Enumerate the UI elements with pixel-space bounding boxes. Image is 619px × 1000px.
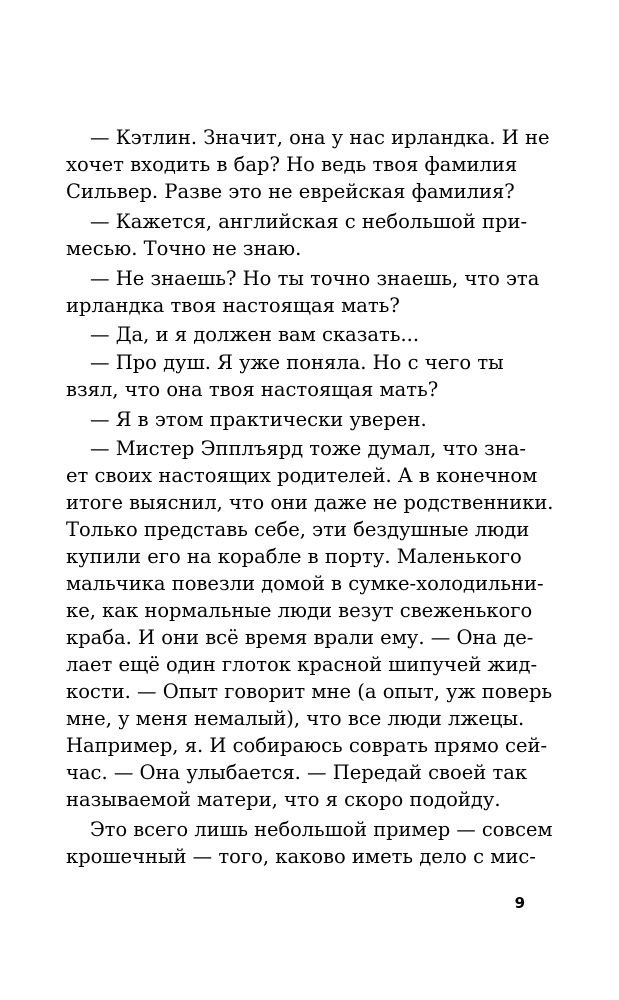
text-line: — Про душ. Я уже поняла. Но с чего ты [90,351,504,374]
text-line: — Мистер Эпплъярд тоже думал, что зна- [90,437,527,460]
text-line: взял, что она твоя настоящая мать? [66,378,439,401]
text-line: Только представь себе, эти бездушные люди [66,518,530,541]
text-line: ет своих настоящих родителей. А в конечном [66,464,538,487]
text-line: итоге выяснил, что они даже не родственники. [66,491,554,514]
text-line: купили его на корабле в порту. Маленького [66,545,522,568]
text-line: лает ещё один глоток красной шипучей жид- [66,653,538,676]
text-line: — Кэтлин. Значит, она у нас ирландка. И не [90,126,550,149]
text-line: называемой матери, что я скоро подойду. [66,788,501,811]
text-line: ке, как нормальные люди везут свеженького [66,599,533,622]
text-line: Сильвер. Разве это не еврейская фамилия? [66,180,515,203]
text-line: мальчика повезли домой в сумке-холодильни- [66,572,544,595]
text-line: час. — Она улыбается. — Передай своей так [66,761,528,784]
text-line: — Я в этом практически уверен. [90,408,427,431]
text-line: хочет входить в бар? Но ведь твоя фамилия [66,153,518,176]
text-line: Например, я. И собираюсь соврать прямо сей- [66,734,548,757]
text-line: — Не знаешь? Но ты точно знаешь, что эта [90,267,540,290]
text-line: краба. И они всё время врали ему. — Она де- [66,626,534,649]
page-number: 9 [514,894,525,912]
text-line: Это всего лишь небольшой пример — совсем [90,818,553,841]
text-line: мне, у меня немалый), что все люди лжецы. [66,707,525,730]
text-line: крошечный — того, каково иметь дело с мис- [66,845,536,868]
text-line: — Кажется, английская с небольшой при- [90,210,528,233]
text-line: кости. — Опыт говорит мне (а опыт, уж поверь [66,680,553,703]
text-line: месью. Точно не знаю. [66,237,302,260]
text-line: ирландка твоя настоящая мать? [66,294,400,317]
text-line: — Да, и я должен вам сказать... [90,323,420,346]
